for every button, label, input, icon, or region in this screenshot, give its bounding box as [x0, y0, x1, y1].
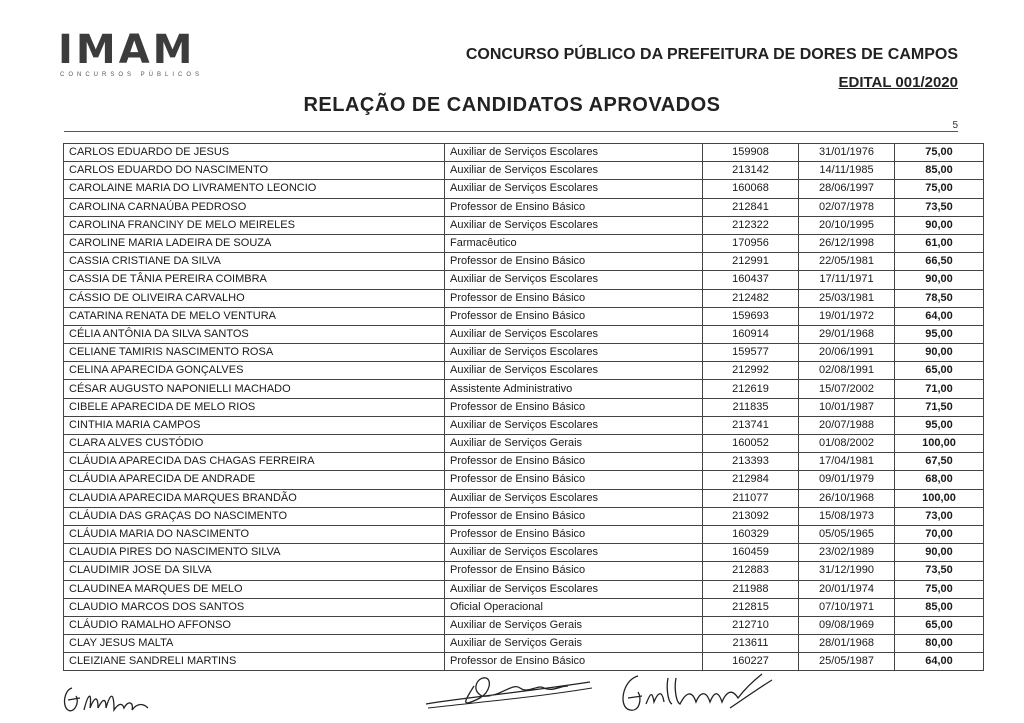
birth-date: 31/01/1976: [799, 144, 895, 162]
registration-number: 160459: [703, 544, 799, 562]
position-name: Auxiliar de Serviços Escolares: [445, 489, 703, 507]
position-name: Farmacêutico: [445, 234, 703, 252]
birth-date: 23/02/1989: [799, 544, 895, 562]
table-row: [64, 562, 984, 580]
table-row: [64, 344, 984, 362]
position-name: Professor de Ensino Básico: [445, 653, 703, 671]
page-number: 5: [952, 120, 958, 131]
header-divider: [64, 131, 958, 132]
position-name: Professor de Ensino Básico: [445, 307, 703, 325]
table-row: [64, 216, 984, 234]
registration-number: 213741: [703, 416, 799, 434]
score: 90,00: [895, 271, 984, 289]
score: 78,50: [895, 289, 984, 307]
position-name: Auxiliar de Serviços Escolares: [445, 362, 703, 380]
position-name: Professor de Ensino Básico: [445, 198, 703, 216]
birth-date: 02/08/1991: [799, 362, 895, 380]
candidate-name: CLAUDIO MARCOS DOS SANTOS: [64, 598, 445, 616]
birth-date: 28/06/1997: [799, 180, 895, 198]
birth-date: 05/05/1965: [799, 525, 895, 543]
logo-tagline: CONCURSOS PÚBLICOS: [60, 72, 204, 78]
score: 75,00: [895, 144, 984, 162]
registration-number: 212815: [703, 598, 799, 616]
registration-number: 213142: [703, 162, 799, 180]
signature-left: [58, 680, 168, 718]
score: 61,00: [895, 234, 984, 252]
registration-number: 212619: [703, 380, 799, 398]
score: 95,00: [895, 416, 984, 434]
birth-date: 26/10/1968: [799, 489, 895, 507]
position-name: Professor de Ensino Básico: [445, 471, 703, 489]
candidate-name: CÉLIA ANTÔNIA DA SILVA SANTOS: [64, 325, 445, 343]
registration-number: 212991: [703, 253, 799, 271]
candidate-name: CATARINA RENATA DE MELO VENTURA: [64, 307, 445, 325]
score: 65,00: [895, 362, 984, 380]
score: 100,00: [895, 435, 984, 453]
candidate-name: CLÁUDIA APARECIDA DAS CHAGAS FERREIRA: [64, 453, 445, 471]
candidate-name: CLEIZIANE SANDRELI MARTINS: [64, 653, 445, 671]
birth-date: 25/03/1981: [799, 289, 895, 307]
position-name: Professor de Ensino Básico: [445, 289, 703, 307]
candidate-name: CINTHIA MARIA CAMPOS: [64, 416, 445, 434]
birth-date: 01/08/2002: [799, 435, 895, 453]
table-row: [64, 289, 984, 307]
table-row: [64, 253, 984, 271]
edital-number: EDITAL 001/2020: [838, 74, 958, 91]
candidate-name: CLÁUDIO RAMALHO AFFONSO: [64, 616, 445, 634]
logo-wordmark: IMAM: [58, 27, 196, 73]
position-name: Auxiliar de Serviços Escolares: [445, 344, 703, 362]
position-name: Professor de Ensino Básico: [445, 253, 703, 271]
position-name: Auxiliar de Serviços Escolares: [445, 580, 703, 598]
birth-date: 09/01/1979: [799, 471, 895, 489]
registration-number: 211835: [703, 398, 799, 416]
candidate-name: CAROLINA FRANCINY DE MELO MEIRELES: [64, 216, 445, 234]
table-row: [64, 598, 984, 616]
table-row: [64, 507, 984, 525]
table-row: [64, 398, 984, 416]
birth-date: 15/08/1973: [799, 507, 895, 525]
registration-number: 212841: [703, 198, 799, 216]
registration-number: 160329: [703, 525, 799, 543]
candidate-name: CLAUDIA PIRES DO NASCIMENTO SILVA: [64, 544, 445, 562]
birth-date: 28/01/1968: [799, 635, 895, 653]
candidate-name: CAROLAINE MARIA DO LIVRAMENTO LEONCIO: [64, 180, 445, 198]
table-row: [64, 544, 984, 562]
position-name: Professor de Ensino Básico: [445, 398, 703, 416]
score: 85,00: [895, 598, 984, 616]
position-name: Auxiliar de Serviços Escolares: [445, 325, 703, 343]
candidate-name: CLÁUDIA DAS GRAÇAS DO NASCIMENTO: [64, 507, 445, 525]
birth-date: 17/04/1981: [799, 453, 895, 471]
position-name: Oficial Operacional: [445, 598, 703, 616]
score: 73,00: [895, 507, 984, 525]
candidate-name: CARLOS EDUARDO DO NASCIMENTO: [64, 162, 445, 180]
score: 80,00: [895, 635, 984, 653]
registration-number: 160052: [703, 435, 799, 453]
score: 71,50: [895, 398, 984, 416]
birth-date: 26/12/1998: [799, 234, 895, 252]
score: 71,00: [895, 380, 984, 398]
registration-number: 213393: [703, 453, 799, 471]
candidate-name: CELIANE TAMIRIS NASCIMENTO ROSA: [64, 344, 445, 362]
score: 90,00: [895, 344, 984, 362]
candidate-name: CÉSAR AUGUSTO NAPONIELLI MACHADO: [64, 380, 445, 398]
table-row: [64, 325, 984, 343]
candidate-name: CLAUDINEA MARQUES DE MELO: [64, 580, 445, 598]
score: 70,00: [895, 525, 984, 543]
position-name: Assistente Administrativo: [445, 380, 703, 398]
birth-date: 25/05/1987: [799, 653, 895, 671]
registration-number: 160914: [703, 325, 799, 343]
birth-date: 15/07/2002: [799, 380, 895, 398]
birth-date: 31/12/1990: [799, 562, 895, 580]
candidate-name: CLAUDIMIR JOSE DA SILVA: [64, 562, 445, 580]
position-name: Auxiliar de Serviços Escolares: [445, 216, 703, 234]
birth-date: 02/07/1978: [799, 198, 895, 216]
candidate-name: CLAY JESUS MALTA: [64, 635, 445, 653]
approved-candidates-table: [63, 143, 984, 671]
signature-right: [612, 668, 782, 716]
score: 73,50: [895, 198, 984, 216]
candidate-name: CLÁUDIA MARIA DO NASCIMENTO: [64, 525, 445, 543]
contest-title: CONCURSO PÚBLICO DA PREFEITURA DE DORES DE CAMPOS: [465, 46, 958, 63]
candidate-name: CAROLINA CARNAÚBA PEDROSO: [64, 198, 445, 216]
position-name: Auxiliar de Serviços Gerais: [445, 635, 703, 653]
registration-number: 212710: [703, 616, 799, 634]
score: 68,00: [895, 471, 984, 489]
position-name: Auxiliar de Serviços Escolares: [445, 271, 703, 289]
position-name: Auxiliar de Serviços Escolares: [445, 416, 703, 434]
registration-number: 160068: [703, 180, 799, 198]
score: 85,00: [895, 162, 984, 180]
table-row: [64, 307, 984, 325]
table-row: [64, 198, 984, 216]
table-row: [64, 180, 984, 198]
registration-number: 170956: [703, 234, 799, 252]
table-row: [64, 616, 984, 634]
table-row: [64, 453, 984, 471]
score: 90,00: [895, 216, 984, 234]
score: 73,50: [895, 562, 984, 580]
registration-number: 212322: [703, 216, 799, 234]
table-row: [64, 489, 984, 507]
registration-number: 213092: [703, 507, 799, 525]
registration-number: 159577: [703, 344, 799, 362]
candidate-name: CASSIA CRISTIANE DA SILVA: [64, 253, 445, 271]
table-row: [64, 144, 984, 162]
candidate-name: CASSIA DE TÂNIA PEREIRA COIMBRA: [64, 271, 445, 289]
registration-number: 212482: [703, 289, 799, 307]
candidate-name: CIBELE APARECIDA DE MELO RIOS: [64, 398, 445, 416]
score: 90,00: [895, 544, 984, 562]
registration-number: 159908: [703, 144, 799, 162]
position-name: Professor de Ensino Básico: [445, 507, 703, 525]
imam-logo: [58, 27, 204, 78]
birth-date: 20/01/1974: [799, 580, 895, 598]
score: 75,00: [895, 180, 984, 198]
position-name: Auxiliar de Serviços Gerais: [445, 616, 703, 634]
table-row: [64, 234, 984, 252]
table-row: [64, 525, 984, 543]
birth-date: 14/11/1985: [799, 162, 895, 180]
table-row: [64, 580, 984, 598]
score: 64,00: [895, 653, 984, 671]
birth-date: 29/01/1968: [799, 325, 895, 343]
score: 67,50: [895, 453, 984, 471]
registration-number: 159693: [703, 307, 799, 325]
birth-date: 17/11/1971: [799, 271, 895, 289]
page-title: RELAÇÃO DE CANDIDATOS APROVADOS: [303, 94, 721, 116]
table-row: [64, 162, 984, 180]
registration-number: 212984: [703, 471, 799, 489]
registration-number: 212883: [703, 562, 799, 580]
table-row: [64, 271, 984, 289]
table-row: [64, 635, 984, 653]
birth-date: 19/01/1972: [799, 307, 895, 325]
table-row: [64, 435, 984, 453]
candidate-name: CELINA APARECIDA GONÇALVES: [64, 362, 445, 380]
registration-number: 213611: [703, 635, 799, 653]
registration-number: 212992: [703, 362, 799, 380]
birth-date: 20/06/1991: [799, 344, 895, 362]
position-name: Professor de Ensino Básico: [445, 453, 703, 471]
score: 75,00: [895, 580, 984, 598]
candidate-name: CARLOS EDUARDO DE JESUS: [64, 144, 445, 162]
candidate-name: CLÁUDIA APARECIDA DE ANDRADE: [64, 471, 445, 489]
table-row: [64, 362, 984, 380]
score: 100,00: [895, 489, 984, 507]
birth-date: 07/10/1971: [799, 598, 895, 616]
registration-number: 211988: [703, 580, 799, 598]
score: 66,50: [895, 253, 984, 271]
birth-date: 10/01/1987: [799, 398, 895, 416]
signature-center: [420, 668, 600, 716]
position-name: Auxiliar de Serviços Escolares: [445, 144, 703, 162]
table-row: [64, 416, 984, 434]
birth-date: 20/10/1995: [799, 216, 895, 234]
candidate-name: CLAUDIA APARECIDA MARQUES BRANDÃO: [64, 489, 445, 507]
table-row: [64, 471, 984, 489]
birth-date: 20/07/1988: [799, 416, 895, 434]
score: 95,00: [895, 325, 984, 343]
position-name: Auxiliar de Serviços Escolares: [445, 162, 703, 180]
score: 65,00: [895, 616, 984, 634]
position-name: Professor de Ensino Básico: [445, 562, 703, 580]
table-row: [64, 380, 984, 398]
score: 64,00: [895, 307, 984, 325]
position-name: Auxiliar de Serviços Gerais: [445, 435, 703, 453]
registration-number: 211077: [703, 489, 799, 507]
birth-date: 22/05/1981: [799, 253, 895, 271]
candidate-name: CÁSSIO DE OLIVEIRA CARVALHO: [64, 289, 445, 307]
candidate-name: CAROLINE MARIA LADEIRA DE SOUZA: [64, 234, 445, 252]
candidate-name: CLARA ALVES CUSTÓDIO: [64, 435, 445, 453]
position-name: Professor de Ensino Básico: [445, 525, 703, 543]
registration-number: 160227: [703, 653, 799, 671]
table-body: [64, 144, 984, 671]
registration-number: 160437: [703, 271, 799, 289]
position-name: Auxiliar de Serviços Escolares: [445, 544, 703, 562]
birth-date: 09/08/1969: [799, 616, 895, 634]
position-name: Auxiliar de Serviços Escolares: [445, 180, 703, 198]
